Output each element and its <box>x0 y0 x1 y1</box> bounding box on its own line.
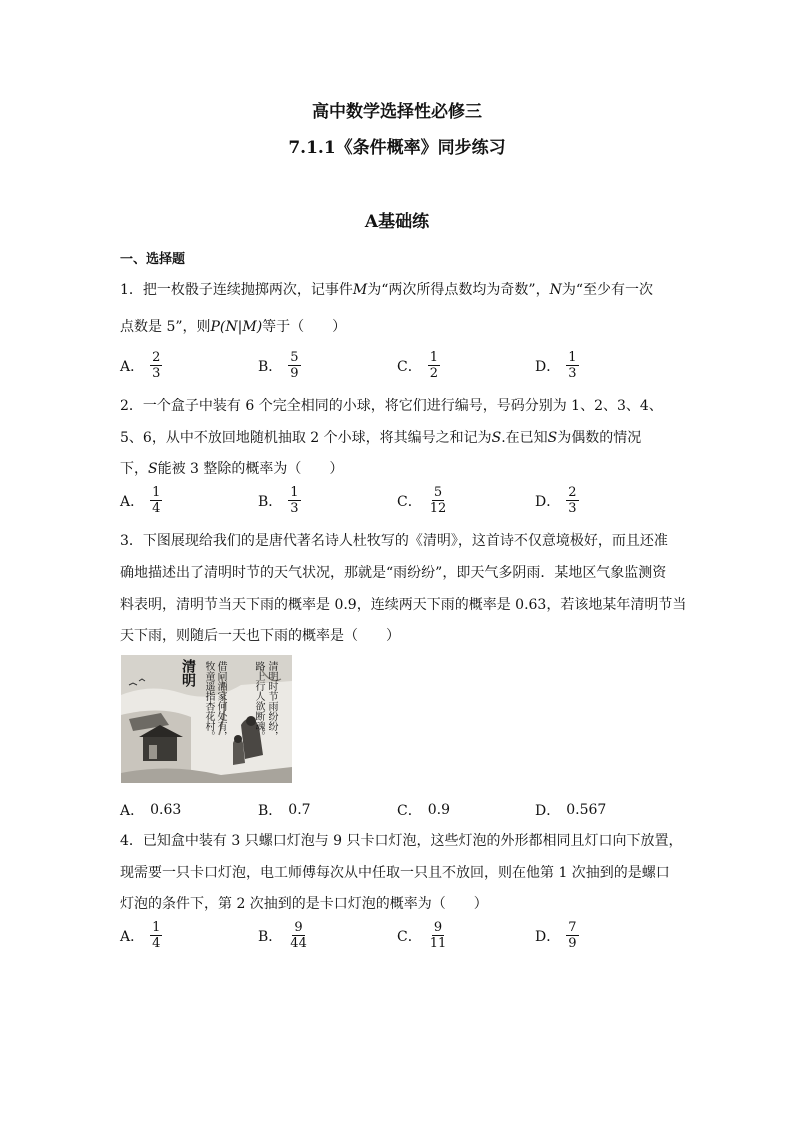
q3-option-c: C． 0.9 <box>397 802 450 819</box>
q1-text: 等于（ ） <box>262 319 347 335</box>
qingming-poem-image <box>121 655 292 783</box>
poem-column-3: 借问酒家何处有， <box>215 661 226 741</box>
document-subtitle: 7.1.1《条件概率》同步练习 <box>288 138 506 158</box>
q3-option-b: B． 0.7 <box>258 802 311 819</box>
q3-option-a: A． 0.63 <box>120 802 182 819</box>
question-3-line-4: 天下雨，则随后一天也下雨的概率是（ ） <box>120 628 400 644</box>
q1-text: 点数是 5”，则 <box>120 319 211 335</box>
fraction: $\frac{1}{4}$ <box>152 920 161 951</box>
q1-option-d: D． $\frac{1}{3}$ <box>535 350 577 381</box>
q4-option-b: B． $\frac{9}{44}$ <box>258 920 307 951</box>
q1-option-b: B． $\frac{5}{9}$ <box>258 350 299 381</box>
event-n: N <box>549 282 562 298</box>
fraction: $\frac{2}{3}$ <box>152 350 161 381</box>
fraction: $\frac{5}{9}$ <box>290 350 299 381</box>
section-title: A基础练 <box>364 212 430 232</box>
q4-option-d: D． $\frac{7}{9}$ <box>535 920 577 951</box>
q2-option-d: D． $\frac{2}{3}$ <box>535 485 577 516</box>
poem-column-4: 牧童遥指杏花村。 <box>203 661 214 741</box>
fraction: $\frac{1}{3}$ <box>290 485 299 516</box>
poem-column-2: 路上行人欲断魂。 <box>253 661 264 741</box>
q1-text: 为“至少有一次 <box>561 282 653 298</box>
q2-option-b: B． $\frac{1}{3}$ <box>258 485 299 516</box>
q1-option-a: A． $\frac{2}{3}$ <box>120 350 161 381</box>
question-4-line-2: 现需要一只卡口灯泡，电工师傅每次从中任取一只且不放回，则在他第 1 次抽到的是螺口 <box>120 865 670 881</box>
variable-s: S <box>547 430 558 446</box>
fraction: $\frac{7}{9}$ <box>568 920 577 951</box>
subsection-title: 一、选择题 <box>120 252 186 267</box>
question-3-line-1: 3．下图展现给我们的是唐代著名诗人杜牧写的《清明》，这首诗不仅意境极好，而且还准 <box>120 533 668 549</box>
fraction: $\frac{9}{44}$ <box>290 920 307 951</box>
fraction: $\frac{9}{11}$ <box>429 920 447 951</box>
question-2-line-2: 5、6，从中不放回地随机抽取 2 个小球，将其编号之和记为S.在已知S为偶数的情况 <box>120 430 642 446</box>
fraction: $\frac{2}{3}$ <box>568 485 577 516</box>
q4-option-c: C． $\frac{9}{11}$ <box>397 920 447 951</box>
q4-option-a: A． $\frac{1}{4}$ <box>120 920 161 951</box>
poem-column-1: 清明时节雨纷纷， <box>266 661 277 741</box>
fraction: $\frac{1}{3}$ <box>568 350 577 381</box>
fraction: $\frac{1}{4}$ <box>152 485 161 516</box>
q1-text: 1．把一枚骰子连续抛掷两次，记事件 <box>120 282 353 298</box>
document-title: 高中数学选择性必修三 <box>312 102 482 122</box>
q1-text: 为“两次所得点数均为奇数”， <box>367 282 550 298</box>
question-3-line-2: 确地描述出了清明时节的天气状况，那就是“雨纷纷”，即天气多阴雨．某地区气象监测资 <box>120 565 667 581</box>
event-m: M <box>352 282 368 298</box>
question-4-line-3: 灯泡的条件下，第 2 次抽到的是卡口灯泡的概率为（ ） <box>120 896 488 912</box>
q1-option-c: C． $\frac{1}{2}$ <box>397 350 438 381</box>
q3-option-d: D． 0.567 <box>535 802 607 819</box>
fraction: $\frac{5}{12}$ <box>429 485 447 516</box>
variable-s: S <box>491 430 502 446</box>
q2-option-a: A． $\frac{1}{4}$ <box>120 485 161 516</box>
variable-s: S <box>148 461 158 477</box>
question-4-line-1: 4．已知盒中装有 3 只螺口灯泡与 9 只卡口灯泡，这些灯泡的外形都相同且灯口向下放置， <box>120 833 683 849</box>
question-3-line-3: 料表明，清明节当天下雨的概率是 0.9，连续两天下雨的概率是 0.63，若该地某年清明节当 <box>120 597 687 613</box>
conditional-probability: P(N|M) <box>210 319 263 335</box>
q2-option-c: C． $\frac{5}{12}$ <box>397 485 447 516</box>
image-title: 清明 <box>180 659 196 687</box>
question-1-line-2 <box>120 316 680 336</box>
question-2-line-3: 下，S能被 3 整除的概率为（ ） <box>120 461 344 477</box>
question-2-line-1: 2．一个盒子中装有 6 个完全相同的小球，将它们进行编号，号码分别为 1、2、3、4、 <box>120 398 663 414</box>
fraction: $\frac{1}{2}$ <box>429 350 438 381</box>
question-1-line-1 <box>120 279 680 299</box>
